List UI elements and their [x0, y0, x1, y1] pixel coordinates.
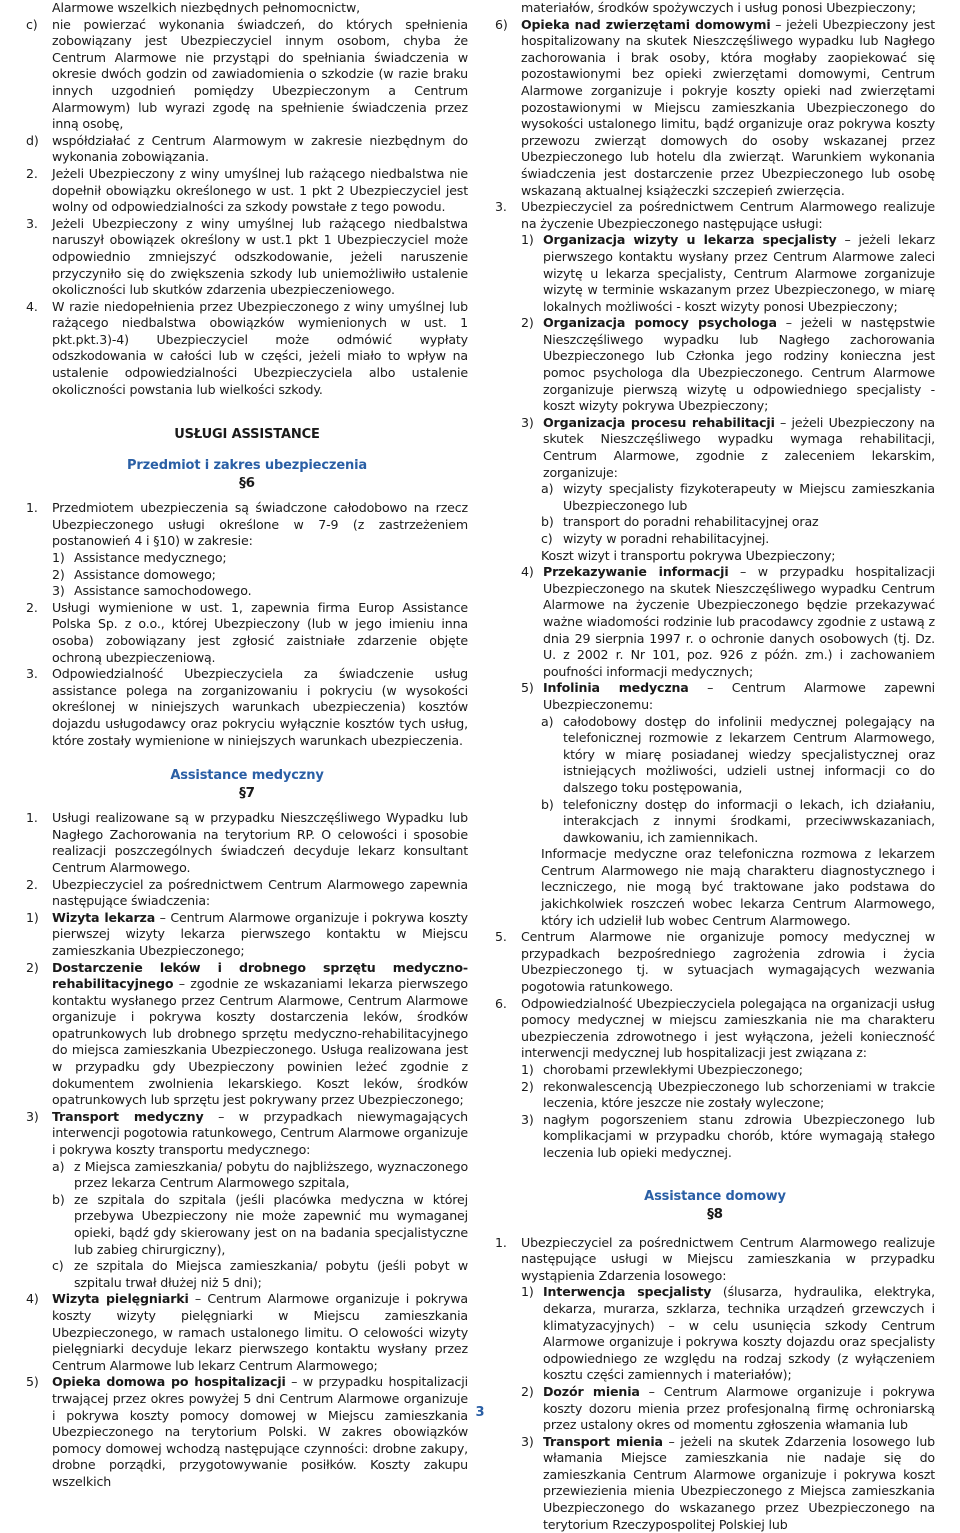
item-text: – Centrum Alarmowe organizuje i pokrywa koszty pierwszej wizyty lekarza pierwszego kontaktu w Miejscu zamieszkania Ubezpieczonego; — [52, 909, 468, 958]
paragraph — [26, 166, 468, 216]
item-text: – jeżeli Ubezpieczony jest hospitalizowany na skutek Nieszczęśliwego wypadku lub Nagłego zachorowania i brak osoby, która mogłaby zaopiekować się pozostawionymi bez opieki zwierzętami domowymi, Centrum Alarmowe zorganizuje i pokryje koszty opieki nad zwierzętami pozostawionymi w Miejscu zamieszkania Ubezpieczonego do wysokości ustalonego limitu, bądź organizuje oraz pokrywa koszty przewozu zwierząt domowych do osoby wskazanej przez Ubezpieczonego lub hotelu dla zwierząt. Warunkiem wykonania świadczenia jest dostarczenie przez Ubezpieczonego lub osobę wskazaną aktualnej książeczki szczepień zwierzęcia. — [521, 16, 935, 198]
item-title: Opieka domowa po hospitalizacji — [52, 1374, 286, 1390]
paragraph-text: Centrum Alarmowe nie organizuje pomocy medycznej w przypadkach bezpośredniego zagrożenia zdrowia i życia Ubezpieczonego tj. w sytuacjach wymagających wezwania pogotowia ratunkowego. — [521, 929, 935, 995]
paragraph — [26, 600, 468, 666]
section-paragraph-sign: §8 — [707, 1205, 723, 1222]
sub-item-text: ze szpitala do szpitala (jeśli placówka medyczna w której przebywa Ubezpieczony nie może zapewnić mu wymaganej opieki, bądź gdy skierowany jest on na badania specjalistyczne lub zabieg chirurgiczny), — [74, 1191, 468, 1257]
item-text: – Centrum Alarmowe zapewni Ubezpieczonemu: — [543, 680, 936, 712]
paragraph-text: Ubezpieczyciel za pośrednictwem Centrum Alarmowego realizuje na życzenie Ubezpieczonego następujące usługi: — [521, 199, 935, 231]
item-label: 3) — [26, 1108, 39, 1124]
continuation-line: Alarmowe wszelkich niezbędnych pełnomocnictw, — [52, 0, 360, 15]
paragraph-text: Odpowiedzialność Ubezpieczyciela polegająca na organizacji usług pomocy medycznej w miejscu zamieszkania nie ma charakteru ubezpieczenia zdrowotnego i jest wyłączona, jeżeli konieczność interwencji medycznej lub hospitalizacji jest związana z: — [521, 995, 935, 1061]
item-text: (ślusarza, hydraulika, elektryka, dekarza, murarza, szklarza, technika urządzeń grzewczych i klimatyzacyjnych) – w celu usunięcia szkody Centrum Alarmowe organizuje i pokrywa koszty dojazdu oraz specjalisty odpowiedniego ze względu na rodzaj szkody (z wyłączeniem kosztu części zamiennych i materiałów); — [543, 1284, 935, 1383]
paragraph-text: Usługi realizowane są w przypadku Nieszczęśliwego Wypadku lub Nagłego Zachorowania na terytorium RP. O celowości i sposobie realizacji poszczególnych świadczeń decyduje lekarz konsultant Centrum Alarmowego. — [52, 810, 468, 875]
paragraph — [26, 877, 468, 910]
list-item — [495, 680, 935, 713]
sub-item-label: a) — [541, 713, 554, 729]
item-text: rekonwalescencją Ubezpieczonego lub schorzeniami w trakcie leczenia, które jeszcze nie zostały wyleczone; — [543, 1078, 935, 1111]
sub-item-label: a) — [52, 1158, 65, 1174]
paragraph-text: Jeżeli Ubezpieczony z winy umyślnej lub rażącego niedbalstwa nie dopełnił obowiązku określonego w ust. 1 pkt 2 Ubezpieczyciel jest wolny od odpowiedzialności za szkody powstałe z tego powodu. — [52, 165, 468, 215]
item-text: – jeżeli w następstwie Nieszczęśliwego wypadku lub Nagłego zachorowania Ubezpieczonego lub Członka jego rodziny konieczna jest pomoc psychologa dla Ubezpieczonego. Centrum Alarmowe zorganizuje pierwszą wizytę u odpowiedniego specjalisty - koszt wizyty pokrywa Ubezpieczony; — [543, 315, 935, 414]
item-title: Wizyta pielęgniarki — [52, 1291, 189, 1307]
page-number: 3 — [475, 1405, 485, 1420]
sub-item-label: b) — [541, 514, 554, 530]
item-text: – Centrum Alarmowe organizuje i pokrywa koszty wizyty pielęgniarki w Miejscu zamieszkania Ubezpieczonego, w ramach ustalonego limitu. O celowości wizyty pielęgniarki decyduje lekarz pierwszego kontaktu wysłany przez Centrum Alarmowe lub lekarz Centrum Alarmowego; — [52, 1291, 468, 1373]
section-paragraph-sign: §7 — [239, 785, 255, 802]
paragraph — [495, 929, 935, 995]
sub-item-text: transport do poradni rehabilitacyjnej oraz — [563, 514, 819, 530]
item-text: współdziałać z Centrum Alarmowym w zakresie niezbędnym do wykonania zobowiązania. — [52, 132, 468, 165]
list-item — [495, 1062, 935, 1079]
item-title: Organizacja pomocy psychologa — [543, 315, 777, 331]
list-item — [26, 1291, 468, 1374]
item-label: 4) — [26, 1291, 39, 1307]
paragraph — [26, 810, 468, 876]
list-item — [495, 315, 935, 415]
paragraph-text: W razie niedopełnienia przez Ubezpieczonego z winy umyślnej lub rażącego niedbalstwa obowiązków wymienionych w ust. 1 pkt.pkt.3)-4) Ubezpieczyciel może odmówić wypłaty odszkodowania w całości lub w części, jeżeli miało to wpływ na ustalenie odpowiedzialności Ubezpieczyciela albo ustalenie okoliczności powstania lub wielkości szkody. — [52, 298, 468, 397]
item-label: 4) — [521, 564, 534, 580]
list-item — [495, 1079, 935, 1112]
paragraph-number: 1. — [495, 1234, 507, 1250]
list-item — [26, 960, 468, 1109]
item-text: chorobami przewlekłymi Ubezpieczonego; — [543, 1062, 803, 1077]
sub-item-label: c) — [541, 531, 553, 546]
paragraph-number: 3. — [26, 666, 38, 682]
sub-item — [495, 714, 935, 797]
item-label: 2) — [521, 315, 534, 331]
paragraph — [495, 1235, 935, 1285]
paragraph — [26, 216, 468, 299]
item-label: 2) — [521, 1383, 534, 1399]
item-title: Infolinia medyczna — [543, 680, 689, 696]
paragraph — [26, 299, 468, 399]
list-item — [26, 133, 468, 166]
paragraph-number: 1. — [26, 500, 38, 516]
item-text: Assistance medycznego; — [74, 550, 227, 566]
paragraph-number: 2. — [26, 876, 38, 892]
section-title: Assistance domowy — [644, 1188, 786, 1204]
item-text: – w przypadkach niewymagających interwencji pogotowia ratunkowego, Centrum Alarmowe organizuje i pokrywa koszty transportu medycznego: — [52, 1108, 468, 1158]
paragraph-text: Przedmiotem ubezpieczenia są świadczone całodobowo na rzecz Ubezpieczonego usługi określone w 7-9 (z zastrzeżeniem postanowień 4 i §10) w zakresie: — [52, 500, 468, 549]
paragraph-number: 1. — [26, 810, 38, 826]
item-text: – zgodnie ze wskazaniami lekarza pierwszego kontaktu wysłanego przez Centrum Alarmowe, Centrum Alarmowe organizuje i pokrywa koszty dostarczenia leków, środków opatrunkowych lub drobnego sprzętu medyczno-rehabilitacyjnego do miejsca zamieszkania Ubezpieczonego. Usługa realizowana jest w przypadku gdy Ubezpieczony powinien leżeć zgodnie z dokumentem zwolnienia lekarskiego. Koszt leków, środków opatrunkowych lub sprzętu jest pokrywany przez Ubezpieczonego; — [52, 976, 468, 1108]
item-label: d) — [26, 132, 39, 148]
item-title: Interwencja specjalisty — [543, 1284, 712, 1300]
sub-item-label: b) — [541, 796, 554, 812]
list-item — [495, 415, 935, 481]
item-label: 3) — [521, 1433, 534, 1449]
item-label: 2) — [26, 959, 39, 975]
section-heading: USŁUGI ASSISTANCE — [174, 427, 320, 443]
item-label: 1) — [26, 909, 39, 925]
paragraph — [26, 500, 468, 550]
list-item — [26, 1109, 468, 1159]
item-title: Organizacja procesu rehabilitacji — [543, 414, 775, 430]
sub-item-text: ze szpitala do Miejsca zamieszkania/ pobytu (jeśli pobyt w szpitalu trwał dłużej niż 5 dni); — [74, 1258, 468, 1290]
item-text: – jeżeli na skutek Zdarzenia losowego lub włamania Miejsce zamieszkania nie nadaje się do zamieszkania Centrum Alarmowe organizuje i pokrywa koszt przewiezienia mienia Ubezpieczonego z Miejsca zamieszkania Ubezpieczonego do wskazanego przez Ubezpieczonego na terytorium Rzeczypospolitej Polskiej lub — [543, 1433, 935, 1532]
item-text: – jeżeli Ubezpieczony na skutek Nieszczęśliwego wypadku wymaga rehabilitacji, Centrum Alarmowe, zgodnie z zaleceniem lekarskim, zorganizuje: — [543, 414, 935, 480]
paragraph — [495, 996, 935, 1062]
sub-item — [495, 797, 935, 847]
item-label: c) — [26, 16, 38, 32]
sub-item-text: telefoniczny dostęp do informacji o lekach, ich działaniu, interakcjach z innymi środkami, przeciwwskazaniach, dawkowaniu, ich zamiennikach. — [563, 796, 935, 845]
item-label: 3) — [52, 583, 65, 599]
sub-item — [26, 1159, 468, 1192]
paragraph-text: Odpowiedzialność Ubezpieczyciela za świadczenie usług assistance polega na zorganizowaniu i pokryciu (w wysokości określonej w niniejszych warunkach ubezpieczenia) kosztów dojazdu usługodawcy oraz pokryciu wyłącznie kosztów tych usług, które zostały wymienione w niniejszych warunkach ubezpieczenia. — [52, 666, 468, 748]
left-column — [26, 0, 468, 1491]
paragraph-number: 3. — [26, 215, 38, 231]
paragraph-number: 5. — [495, 929, 507, 945]
item-title: Transport mienia — [543, 1433, 663, 1449]
paragraph-text: Usługi wymienione w ust. 1, zapewnia firma Europ Assistance Polska Sp. z o.o., której Ubezpieczony (lub w jego imieniu inna osoba) zobowiązany jest zgłosić zaistniałe zdarzenie objęte ochroną ubezpieczeniową. — [52, 599, 468, 665]
paragraph-text: Jeżeli Ubezpieczony z winy umyślnej lub rażącego niedbalstwa naruszył obowiązek określony w ust.1 pkt 1 Ubezpieczyciel może odpowiednio zmniejszyć odszkodowanie, jeżeli naruszenie przyczyniło się do zwiększenia szkody lub uniemożliwiło ustalenie okoliczności lub skutków zdarzenia ubezpieczeniowego. — [52, 215, 468, 298]
continuation-line: materiałów, środków spożywczych i usług ponosi Ubezpieczony; — [521, 0, 916, 15]
paragraph-number: 2. — [26, 165, 38, 181]
paragraph — [26, 666, 468, 749]
list-item — [26, 567, 468, 584]
item-title: Dozór mienia — [543, 1383, 640, 1399]
sub-item — [26, 1192, 468, 1258]
item-label: 5) — [26, 1374, 39, 1390]
list-item — [495, 1112, 935, 1162]
sub-item — [495, 481, 935, 514]
list-item — [26, 550, 468, 567]
item-note: Koszt wizyt i transportu pokrywa Ubezpieczony; — [541, 547, 836, 563]
sub-item — [495, 514, 935, 531]
item-note: Informacje medyczne oraz telefoniczna rozmowa z lekarzem Centrum Alarmowego nie mają charakteru diagnostycznego i leczniczego, nie mogą być traktowane jako podstawa do jakichkolwiek roszczeń wobec lekarza Centrum Alarmowego, który ich udzielił lub wobec Centrum Alarmowego. — [541, 846, 935, 928]
sub-item-label: a) — [541, 481, 554, 497]
item-label: 3) — [521, 1111, 534, 1127]
item-text: – jeżeli lekarz pierwszego kontaktu wysłany przez Centrum Alarmowe zaleci wizytę u lekarza specjalisty, Centrum Alarmowe zorganizuje wizytę w terminie wskazanym przez Ubezpieczonego, w miarę lokalnych możliwości - koszt wizyty ponosi Ubezpieczony; — [543, 232, 935, 314]
paragraph-text: Ubezpieczyciel za pośrednictwem Centrum Alarmowego zapewnia następujące świadczenia: — [52, 876, 468, 909]
item-label: 2) — [521, 1078, 534, 1094]
sub-item — [26, 1258, 468, 1291]
item-text: Assistance domowego; — [74, 566, 216, 582]
item-label: 3) — [521, 414, 534, 430]
item-text: – w przypadku hospitalizacji Ubezpieczonego na skutek Nieszczęśliwego wypadku Centrum Alarmowe na życzenie Ubezpieczonego będzie przekazywać ważne wiadomości rodzinie lub pracodawcy zgodnie z ustawą z dnia 29 sierpnia 1997 r. o ochronie danych osobowych (tj. Dz. U. z 2002 r. Nr 101, poz. 926 z późn. zm.) i zachowaniem poufności informacji medycznych; — [543, 564, 936, 679]
list-item — [495, 564, 935, 680]
paragraph-number: 3. — [495, 199, 507, 215]
item-label: 5) — [521, 680, 534, 696]
item-label: 1) — [52, 550, 65, 566]
paragraph — [495, 199, 935, 232]
item-title: Wizyta lekarza — [52, 909, 156, 925]
section-title: Przedmiot i zakres ubezpieczenia — [126, 458, 368, 474]
list-item — [26, 17, 468, 133]
sub-item-text: wizyty specjalisty fizykoterapeuty w Miejscu zamieszkania Ubezpieczonego lub — [563, 481, 935, 513]
paragraph-number: 2. — [26, 599, 38, 615]
item-label: 6) — [495, 16, 508, 32]
list-item — [495, 1284, 935, 1384]
paragraph-number: 4. — [26, 298, 38, 314]
list-item — [26, 1374, 468, 1490]
list-item — [495, 232, 935, 315]
item-text: nie powierzać wykonania świadczeń, do których spełnienia zobowiązany jest Ubezpieczyciel innym osobom, chyba że Centrum Alarmowe nie przystąpi do spełniania świadczenia w okresie dwóch godzin od zawiadomienia o szkodzie (w razie braku innych uzgodnień pomiędzy Ubezpieczonym a Centrum Alarmowym) lub wyrazi zgodę na spełnienie świadczenia przez inną osobę, — [52, 16, 468, 132]
item-title: Dostarczenie leków i drobnego sprzętu medyczno-rehabilitacyjnego — [52, 959, 468, 992]
item-label: 1) — [521, 1284, 534, 1300]
sub-item-text: całodobowy dostęp do infolinii medycznej polegający na telefonicznej rozmowie z lekarzem Centrum Alarmowego, który w miarę posiadanej wiedzy specjalistycznej oraz istniejących możliwości, udzieli ustnej informacji co do dalszego toku postępowania, — [563, 713, 935, 795]
paragraph-number: 6. — [495, 995, 507, 1011]
list-item — [26, 583, 468, 600]
item-text: nagłym pogorszeniem stanu zdrowia Ubezpieczonego lub komplikacjami w przypadku chorób, które wymagają stałego leczenia lub opieki medycznej. — [543, 1111, 935, 1160]
right-column — [495, 0, 935, 1533]
item-label: 1) — [521, 1062, 534, 1077]
item-text: – w przypadku hospitalizacji trwającej przez okres powyżej 5 dni Centrum Alarmowe organizuje i pokrywa koszty pomocy domowej w Miejscu zamieszkania Ubezpieczonego na terytorium Polski. W zakres obowiązków pomocy domowej wchodzą następujące czynności: drobne zakupy, drobne porządki, przygotowywanie posiłków. Koszty zakupu wszelkich — [52, 1374, 468, 1489]
item-label: 2) — [52, 566, 65, 582]
list-item — [26, 910, 468, 960]
sub-item-label: c) — [52, 1258, 64, 1274]
section-title: Assistance medyczny — [170, 768, 324, 784]
paragraph-text: Ubezpieczyciel za pośrednictwem Centrum Alarmowego realizuje następujące usługi w Miejscu zamieszkania w przypadku wystąpienia Zdarzenia losowego: — [521, 1234, 935, 1283]
sub-item-text: wizyty w poradni rehabilitacyjnej. — [563, 531, 770, 546]
item-title: Transport medyczny — [52, 1108, 204, 1124]
item-title: Przekazywanie informacji — [543, 564, 729, 580]
sub-item-label: b) — [52, 1191, 65, 1207]
item-text: Assistance samochodowego. — [74, 583, 252, 599]
item-title: Opieka nad zwierzętami domowymi — [521, 16, 771, 32]
item-label: 1) — [521, 232, 534, 248]
list-item — [495, 17, 935, 200]
list-item — [495, 1434, 935, 1533]
section-paragraph-sign: §6 — [239, 475, 255, 492]
item-text: – Centrum Alarmowe organizuje i pokrywa koszty dozoru mienia przez profesjonalną firmę ochroniarską przez ustalony okres od momentu zgłoszenia włamania lub — [543, 1383, 935, 1433]
item-title: Organizacja wizyty u lekarza specjalisty — [543, 232, 837, 248]
sub-item-text: z Miejsca zamieszkania/ pobytu do najbliższego, wyznaczonego przez lekarza Centrum Alarmowego szpitala, — [74, 1158, 468, 1191]
sub-item — [495, 531, 935, 548]
